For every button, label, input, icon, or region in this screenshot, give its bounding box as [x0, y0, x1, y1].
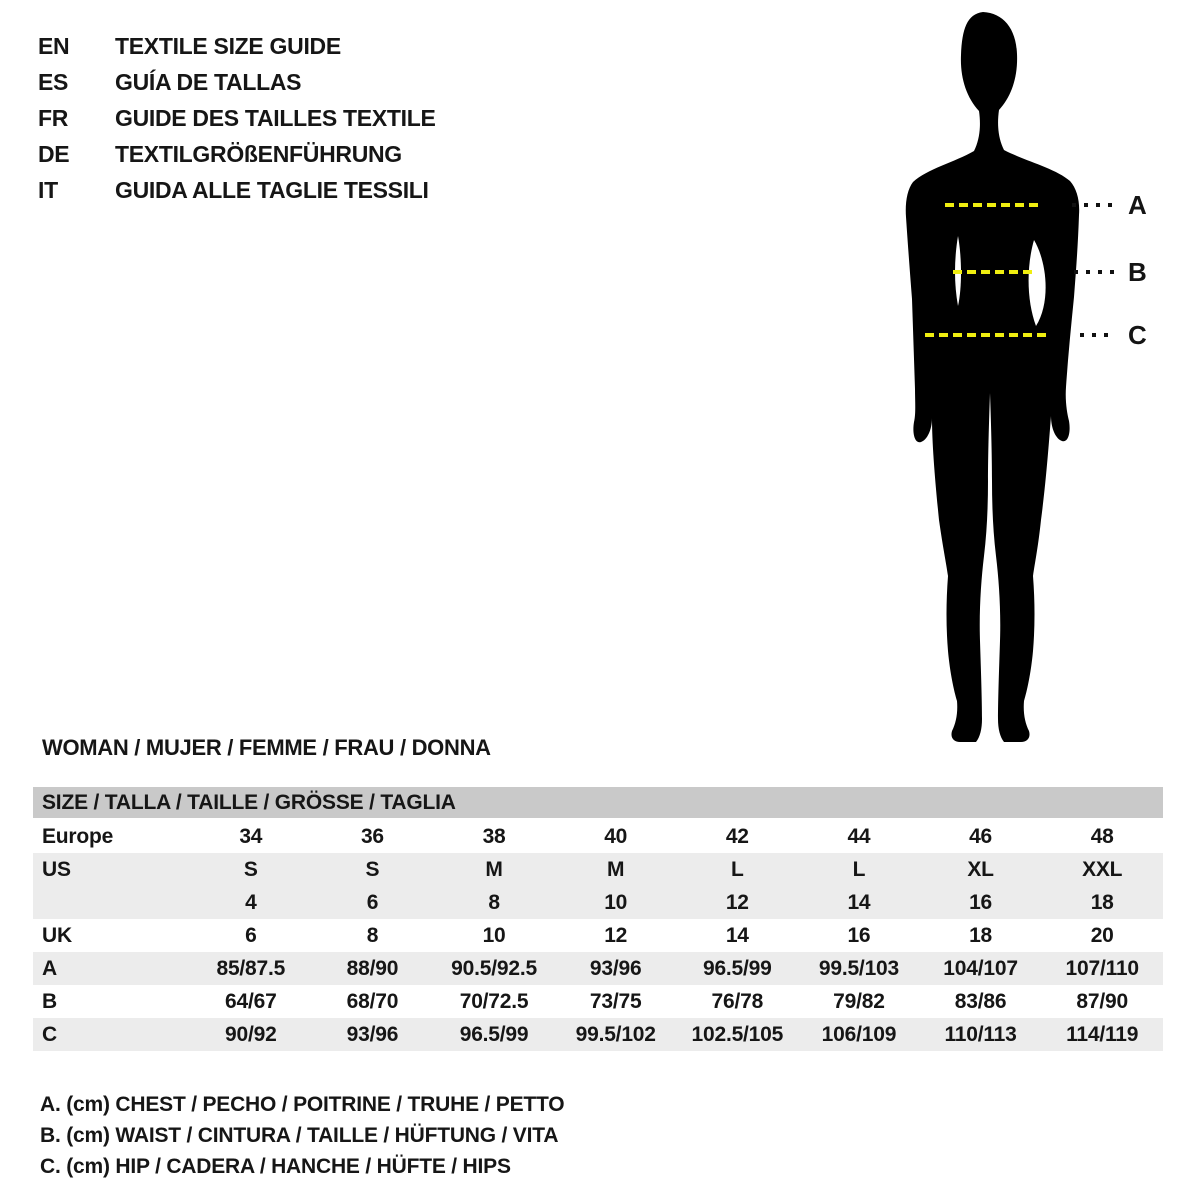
size-cell: 114/119 — [1066, 1023, 1139, 1046]
size-cell: M — [607, 858, 625, 881]
table-row-europe — [33, 820, 1163, 853]
size-cell: 10 — [482, 924, 506, 947]
size-cell: XL — [967, 858, 994, 881]
language-row-it — [38, 172, 436, 208]
size-cell: L — [852, 858, 866, 881]
size-table — [33, 787, 1163, 1051]
marker-label-a: A — [1128, 190, 1147, 220]
legend-line-waist: B. (cm) WAIST / CINTURA / TAILLE / HÜFTUNG / VITA — [40, 1124, 559, 1147]
table-row-waist-b — [33, 985, 1163, 1018]
size-cell: XXL — [1082, 858, 1123, 881]
guide-title: TEXTILE SIZE GUIDE — [115, 33, 341, 59]
guide-title: GUIDA ALLE TAGLIE TESSILI — [115, 177, 429, 203]
size-cell: S — [243, 858, 258, 881]
marker-label-b: B — [1128, 257, 1147, 287]
size-cell: 87/90 — [1076, 990, 1128, 1013]
size-cell: 16 — [969, 891, 993, 914]
row-label: C — [42, 1023, 57, 1046]
woman-silhouette-diagram — [880, 0, 1200, 760]
size-cell: 104/107 — [943, 957, 1018, 980]
row-label — [33, 886, 190, 919]
size-cell: 18 — [1090, 891, 1114, 914]
language-row-de — [38, 136, 436, 172]
size-cell: 10 — [604, 891, 628, 914]
body-measurement-figure — [880, 0, 1200, 760]
woman-silhouette — [906, 12, 1079, 742]
legend-line-chest: A. (cm) CHEST / PECHO / POITRINE / TRUHE / PETTO — [40, 1093, 565, 1116]
size-cell: 6 — [245, 924, 257, 947]
size-cell: 83/86 — [954, 990, 1007, 1013]
size-cell: 6 — [366, 891, 379, 914]
size-cell: 106/109 — [821, 1023, 897, 1046]
size-cell: 34 — [239, 825, 263, 848]
size-cell: 64/67 — [225, 990, 277, 1013]
row-label: UK — [42, 924, 72, 947]
language-row-en — [38, 28, 436, 64]
legend-line-hip: C. (cm) HIP / CADERA / HANCHE / HÜFTE / HIPS — [40, 1155, 511, 1178]
size-cell: 12 — [604, 924, 628, 947]
language-code: IT — [38, 177, 58, 203]
row-label: A — [42, 957, 57, 980]
size-cell: 12 — [725, 891, 749, 914]
row-label: US — [42, 858, 71, 881]
size-cell: 38 — [482, 825, 506, 848]
table-row-us-numeric — [33, 886, 1163, 919]
size-cell: 36 — [360, 825, 384, 848]
table-row-us — [33, 853, 1163, 886]
size-cell: 70/72.5 — [459, 990, 529, 1013]
table-row-uk — [33, 919, 1163, 952]
language-title-list — [38, 28, 436, 208]
guide-title: GUÍA DE TALLAS — [115, 69, 302, 95]
size-cell: 102.5/105 — [691, 1023, 784, 1046]
size-cell: 90.5/92.5 — [451, 957, 537, 980]
size-cell: 93/96 — [589, 957, 642, 980]
size-cell: L — [730, 858, 744, 881]
language-code: EN — [38, 33, 70, 59]
size-cell: 18 — [969, 924, 993, 947]
table-row-hip-c — [33, 1018, 1163, 1051]
size-cell: 14 — [725, 924, 749, 947]
size-cell: 20 — [1090, 924, 1114, 947]
size-cell: 44 — [847, 825, 871, 848]
size-cell: S — [365, 858, 380, 881]
size-cell: 93/96 — [346, 1023, 399, 1046]
guide-title: TEXTILGRÖßENFÜHRUNG — [115, 141, 402, 167]
measurement-legend — [40, 1089, 564, 1182]
size-cell: 8 — [366, 924, 379, 947]
table-row-chest-a — [33, 952, 1163, 985]
size-cell: 96.5/99 — [459, 1023, 529, 1046]
size-cell: 110/113 — [944, 1023, 1017, 1046]
size-cell: 73/75 — [589, 990, 642, 1013]
language-code: DE — [38, 141, 70, 167]
size-cell: 46 — [969, 825, 993, 848]
size-table-header: SIZE / TALLA / TAILLE / GRÖSSE / TAGLIA — [33, 787, 1163, 818]
size-cell: M — [485, 858, 503, 881]
size-cell: 96.5/99 — [702, 957, 772, 980]
size-cell: 8 — [488, 891, 500, 914]
language-row-fr — [38, 100, 436, 136]
size-cell: 90/92 — [225, 1023, 277, 1046]
size-cell: 88/90 — [346, 957, 399, 980]
size-cell: 79/82 — [833, 990, 885, 1013]
size-cell: 48 — [1090, 825, 1114, 848]
size-cell: 85/87.5 — [216, 957, 286, 980]
language-code: ES — [38, 69, 69, 95]
row-label: Europe — [42, 825, 114, 848]
guide-title: GUIDE DES TAILLES TEXTILE — [115, 105, 436, 131]
size-cell: 68/70 — [346, 990, 399, 1013]
language-row-es — [38, 64, 436, 100]
size-cell: 14 — [847, 891, 871, 914]
size-cell: 42 — [725, 825, 749, 848]
row-label: B — [42, 990, 57, 1013]
size-cell: 99.5/102 — [575, 1023, 656, 1046]
size-cell: 107/110 — [1065, 957, 1139, 980]
gender-heading: WOMAN / MUJER / FEMME / FRAU / DONNA — [42, 735, 491, 760]
marker-label-c: C — [1128, 320, 1147, 350]
size-cell: 99.5/103 — [818, 957, 900, 980]
size-cell: 76/78 — [711, 990, 764, 1013]
language-code: FR — [38, 105, 69, 131]
size-cell: 40 — [604, 825, 628, 848]
size-cell: 16 — [847, 924, 871, 947]
size-cell: 4 — [245, 891, 257, 914]
